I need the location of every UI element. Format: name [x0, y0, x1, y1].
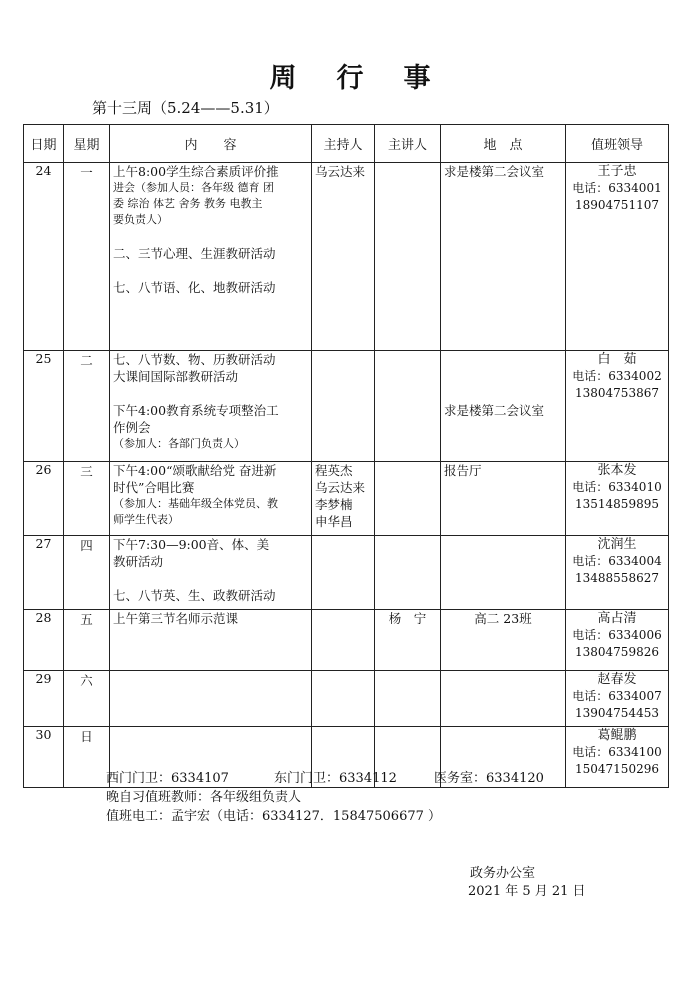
content-line: 七、八节英、生、政教研活动: [113, 588, 276, 603]
schedule-row: [24, 351, 669, 462]
cell-line: 高二 23班: [474, 611, 532, 626]
footer-phones: [106, 767, 544, 786]
header-weekday: 星期: [64, 125, 110, 163]
host-cell: [312, 462, 375, 536]
office-signature: 政务办公室: [470, 866, 536, 881]
content-cell: [110, 462, 312, 536]
cell-line: [444, 351, 562, 368]
content-line: 大课间国际部教研活动: [113, 369, 239, 384]
schedule-table: [23, 124, 669, 788]
place-cell: [441, 351, 566, 462]
content-cell: [110, 671, 312, 727]
date-cell: 27: [24, 536, 64, 610]
content-line: 教研活动: [113, 554, 164, 569]
cell-line: 申华昌: [315, 514, 353, 529]
header-content: 内 容: [110, 125, 312, 163]
leader-mobile: 13514859895: [575, 497, 659, 511]
speaker-cell: [375, 536, 441, 610]
content-line: 作例会: [113, 420, 151, 435]
cell-line: 程英杰: [315, 463, 353, 478]
content-line: [113, 385, 308, 402]
content-cell: [110, 163, 312, 351]
speaker-cell: [375, 671, 441, 727]
date-cell: 29: [24, 671, 64, 727]
leader-name: 王子忠: [597, 164, 637, 179]
date-cell: 26: [24, 462, 64, 536]
title-char: 行: [336, 63, 364, 94]
leader-mobile: 13488558627: [575, 571, 659, 585]
speaker-cell: [375, 351, 441, 462]
content-line: （参加人：各部门负责人）: [113, 437, 245, 450]
host-cell: [312, 163, 375, 351]
content-cell: [110, 610, 312, 671]
evening-teacher: 晚自习值班教师：各年级组负责人: [106, 790, 302, 805]
leader-cell: [566, 727, 669, 788]
week-label: 第十三周（5.24——5.31）: [92, 99, 279, 117]
east-gate-phone: 东门门卫：6334112: [274, 771, 397, 786]
place-cell: [441, 671, 566, 727]
leader-phone: 电话：6334002: [572, 369, 662, 383]
content-line: 下午4:00“颂歌献给党 奋进新: [113, 463, 277, 478]
leader-cell: [566, 671, 669, 727]
header-place: 地 点: [441, 125, 566, 163]
leader-name: 张本发: [597, 463, 637, 478]
content-line: 进会（参加人员：各年级 德育 团: [113, 181, 274, 194]
leader-name: 高占清: [597, 611, 637, 626]
cell-line: [444, 385, 562, 402]
content-line: [113, 570, 308, 587]
cell-line: 报告厅: [444, 463, 482, 478]
place-cell: [441, 462, 566, 536]
header-leader: 值班领导: [566, 125, 669, 163]
content-line: 七、八节语、化、地教研活动: [113, 280, 276, 295]
leader-cell: [566, 163, 669, 351]
host-cell: [312, 610, 375, 671]
header-speaker: 主讲人: [375, 125, 441, 163]
schedule-row: [24, 671, 669, 727]
leader-cell: [566, 351, 669, 462]
cell-line: 求是楼第二会议室: [444, 164, 545, 179]
content-line: 二、三节心理、生涯教研活动: [113, 246, 276, 261]
leader-phone: 电话：6334004: [572, 554, 662, 568]
leader-mobile: 13904754453: [575, 706, 659, 720]
cell-line: 乌云达来: [315, 480, 366, 495]
speaker-cell: [375, 610, 441, 671]
clinic-phone: 医务室：6334120: [434, 771, 544, 786]
leader-cell: [566, 536, 669, 610]
schedule-row: [24, 462, 669, 536]
content-line: 上午8:00学生综合素质评价推: [113, 164, 279, 179]
leader-phone: 电话：6334001: [572, 181, 662, 195]
electrician: 值班电工：孟宇宏（电话：6334127．15847506677 ）: [106, 809, 442, 824]
content-line: 师学生代表）: [113, 513, 179, 526]
content-line: 上午第三节名师示范课: [113, 611, 239, 626]
leader-mobile: 18904751107: [575, 198, 659, 212]
leader-name: 白 茹: [597, 352, 637, 367]
date-cell: 25: [24, 351, 64, 462]
leader-phone: 电话：6334007: [572, 689, 662, 703]
schedule-row: [24, 610, 669, 671]
content-line: 七、八节数、物、历教研活动: [113, 352, 276, 367]
weekday-cell: 五: [64, 610, 110, 671]
header-date: 日期: [24, 125, 64, 163]
content-cell: [110, 351, 312, 462]
cell-line: 求是楼第二会议室: [444, 403, 545, 418]
place-cell: [441, 610, 566, 671]
weekday-cell: 一: [64, 163, 110, 351]
content-line: 下午4:00教育系统专项整治工: [113, 403, 279, 418]
cell-line: 乌云达来: [315, 164, 366, 179]
place-cell: [441, 163, 566, 351]
weekday-cell: 日: [64, 727, 110, 788]
date-cell: 30: [24, 727, 64, 788]
leader-cell: [566, 462, 669, 536]
content-cell: [110, 536, 312, 610]
header-host: 主持人: [312, 125, 375, 163]
date-cell: 24: [24, 163, 64, 351]
host-cell: [312, 671, 375, 727]
leader-name: 沈润生: [597, 537, 637, 552]
content-line: [113, 228, 308, 245]
header-row: [24, 125, 669, 163]
weekday-cell: 三: [64, 462, 110, 536]
speaker-cell: [375, 462, 441, 536]
west-gate-phone: 西门门卫：6334107: [106, 771, 229, 786]
content-line: [113, 262, 308, 279]
content-line: 要负责人）: [113, 213, 168, 226]
date-cell: 28: [24, 610, 64, 671]
leader-name: 赵春发: [597, 672, 637, 687]
content-line: 时代”合唱比赛: [113, 480, 195, 495]
leader-mobile: 13804753867: [575, 386, 659, 400]
content-line: （参加人：基础年级全体党员、教: [113, 497, 278, 510]
title-char: 事: [403, 63, 431, 94]
leader-phone: 电话：6334006: [572, 628, 662, 642]
cell-line: 杨 宁: [388, 611, 427, 626]
place-cell: [441, 536, 566, 610]
cell-line: 李梦楠: [315, 497, 353, 512]
weekday-cell: 六: [64, 671, 110, 727]
speaker-cell: [375, 163, 441, 351]
leader-mobile: 15047150296: [575, 762, 659, 776]
host-cell: [312, 351, 375, 462]
leader-mobile: 13804759826: [575, 645, 659, 659]
weekday-cell: 二: [64, 351, 110, 462]
sign-date: 2021 年 5 月 21 日: [468, 884, 586, 899]
schedule-row: [24, 163, 669, 351]
title-char: 周: [269, 63, 297, 94]
schedule-row: [24, 536, 669, 610]
host-cell: [312, 536, 375, 610]
leader-phone: 电话：6334100: [572, 745, 662, 759]
leader-name: 葛鲲鹏: [597, 728, 637, 743]
content-line: 下午7:30—9:00音、体、美: [113, 537, 270, 552]
weekday-cell: 四: [64, 536, 110, 610]
leader-cell: [566, 610, 669, 671]
page-title: [0, 56, 700, 95]
content-line: 委 综治 体艺 舍务 教务 电教主: [113, 197, 263, 210]
cell-line: [444, 368, 562, 385]
leader-phone: 电话：6334010: [572, 480, 662, 494]
